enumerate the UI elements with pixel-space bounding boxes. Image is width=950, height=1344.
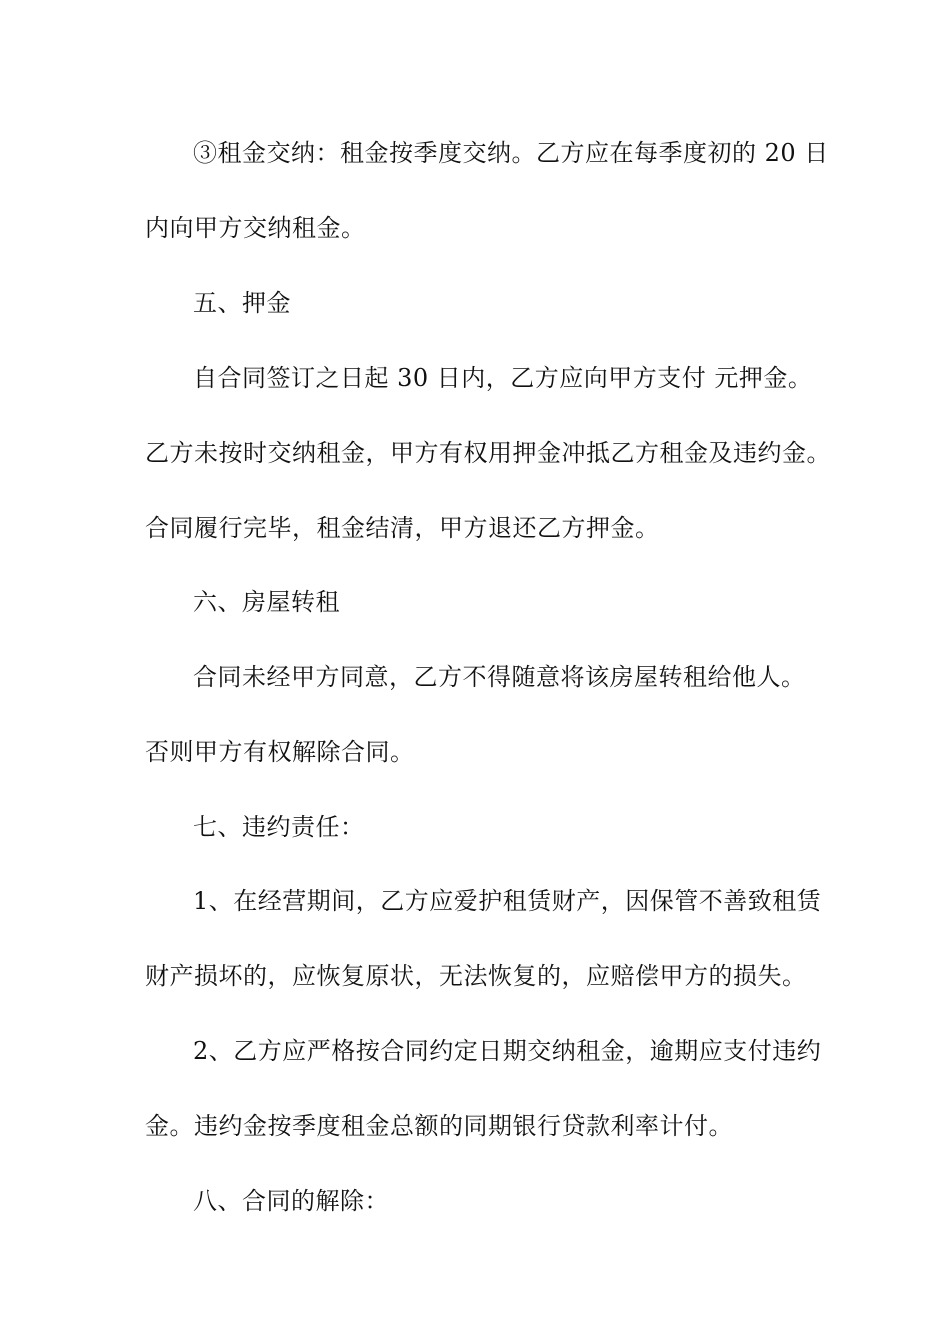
liability-item-2-line-2: 金。违约金按季度租金总额的同期银行贷款利率计付。 — [145, 1112, 733, 1140]
rent-payment-clause-line-1: ③租金交纳：租金按季度交纳。乙方应在每季度初的 20 日 — [193, 139, 829, 167]
rent-payment-clause-line-2: 内向甲方交纳租金。 — [145, 214, 366, 242]
deposit-clause-line-1: 自合同签订之日起 30 日内，乙方应向甲方支付 元押金。 — [193, 364, 813, 392]
section-heading-deposit: 五、押金 — [193, 289, 291, 317]
section-heading-termination: 八、合同的解除： — [193, 1187, 389, 1215]
sublease-clause-line-1: 合同未经甲方同意，乙方不得随意将该房屋转租给他人。 — [193, 663, 806, 691]
liability-item-1-line-2: 财产损坏的，应恢复原状，无法恢复的，应赔偿甲方的损失。 — [145, 962, 807, 990]
section-heading-sublease: 六、房屋转租 — [193, 588, 340, 616]
liability-item-2-line-1: 2、乙方应严格按合同约定日期交纳租金，逾期应支付违约 — [193, 1037, 822, 1065]
section-heading-liability: 七、违约责任： — [193, 813, 365, 841]
deposit-clause-line-3: 合同履行完毕，租金结清，甲方退还乙方押金。 — [145, 514, 660, 542]
deposit-clause-line-2: 乙方未按时交纳租金，甲方有权用押金冲抵乙方租金及违约金。 — [145, 439, 831, 467]
sublease-clause-line-2: 否则甲方有权解除合同。 — [145, 738, 415, 766]
liability-item-1-line-1: 1、在经营期间，乙方应爱护租赁财产，因保管不善致租赁 — [193, 887, 822, 915]
